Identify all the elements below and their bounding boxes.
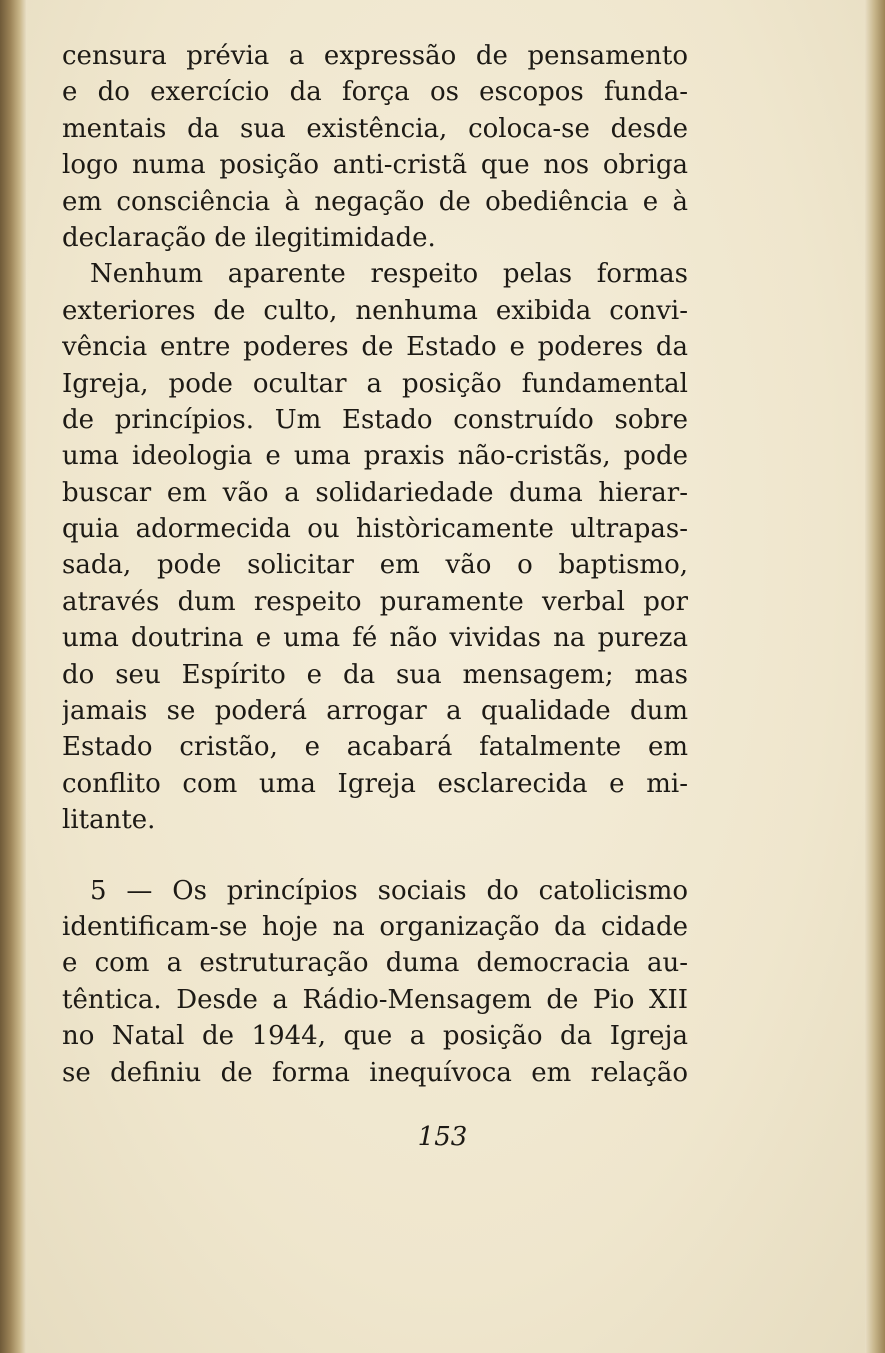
paragraph-1 xyxy=(62,38,688,256)
text-line: declaração de ilegitimidade. xyxy=(62,222,436,253)
text-line: jamais se poderá arrogar a qualidade dum xyxy=(62,696,688,727)
text-line: através dum respeito puramente verbal por xyxy=(62,586,688,617)
text-line: censura prévia a expressão de pensamento xyxy=(62,41,688,71)
text-line: conflito com uma Igreja esclarecida e mi- xyxy=(62,768,688,799)
text-line: uma ideologia e uma praxis não-cristãs, pode xyxy=(62,441,688,472)
paragraph-3 xyxy=(62,873,688,1091)
text-line: em consciência à negação de obediência e à xyxy=(62,186,688,217)
text-line: Nenhum aparente respeito pelas formas xyxy=(90,259,688,290)
text-line: do seu Espírito e da sua mensagem; mas xyxy=(62,659,688,690)
text-line: litante. xyxy=(62,805,156,836)
text-line: têntica. Desde a Rádio-Mensagem de Pio XII xyxy=(62,984,688,1015)
text-line: se definiu de forma inequívoca em relação xyxy=(62,1057,688,1088)
text-line: Estado cristão, e acabará fatalmente em xyxy=(62,732,688,763)
text-line: uma doutrina e uma fé não vividas na pureza xyxy=(62,623,688,654)
text-line: 5 — Os princípios sociais do catolicismo xyxy=(90,875,688,906)
paragraph-2 xyxy=(62,256,688,838)
text-line: de princípios. Um Estado construído sobre xyxy=(62,404,688,435)
text-line: buscar em vão a solidariedade duma hierar- xyxy=(62,477,688,508)
text-line: logo numa posição anti-cristã que nos obriga xyxy=(62,150,688,181)
page-number: 153 xyxy=(417,1122,468,1152)
text-line: quia adormecida ou històricamente ultrapas- xyxy=(62,514,688,545)
section-gap xyxy=(62,839,688,873)
text-line: mentais da sua existência, coloca-se desde xyxy=(62,113,688,144)
text-line: e com a estruturação duma democracia au- xyxy=(62,948,688,979)
text-line: vência entre poderes de Estado e poderes da xyxy=(62,332,688,363)
body-text xyxy=(62,38,688,1091)
text-line: no Natal de 1944, que a posição da Igreja xyxy=(62,1021,688,1052)
text-line: exteriores de culto, nenhuma exibida convi- xyxy=(62,295,688,326)
text-line: sada, pode solicitar em vão o baptismo, xyxy=(62,550,688,581)
text-line: identificam-se hoje na organização da cidade xyxy=(62,911,688,942)
text-line: e do exercício da força os escopos funda- xyxy=(62,77,688,108)
text-line: Igreja, pode ocultar a posição fundamental xyxy=(62,368,688,399)
